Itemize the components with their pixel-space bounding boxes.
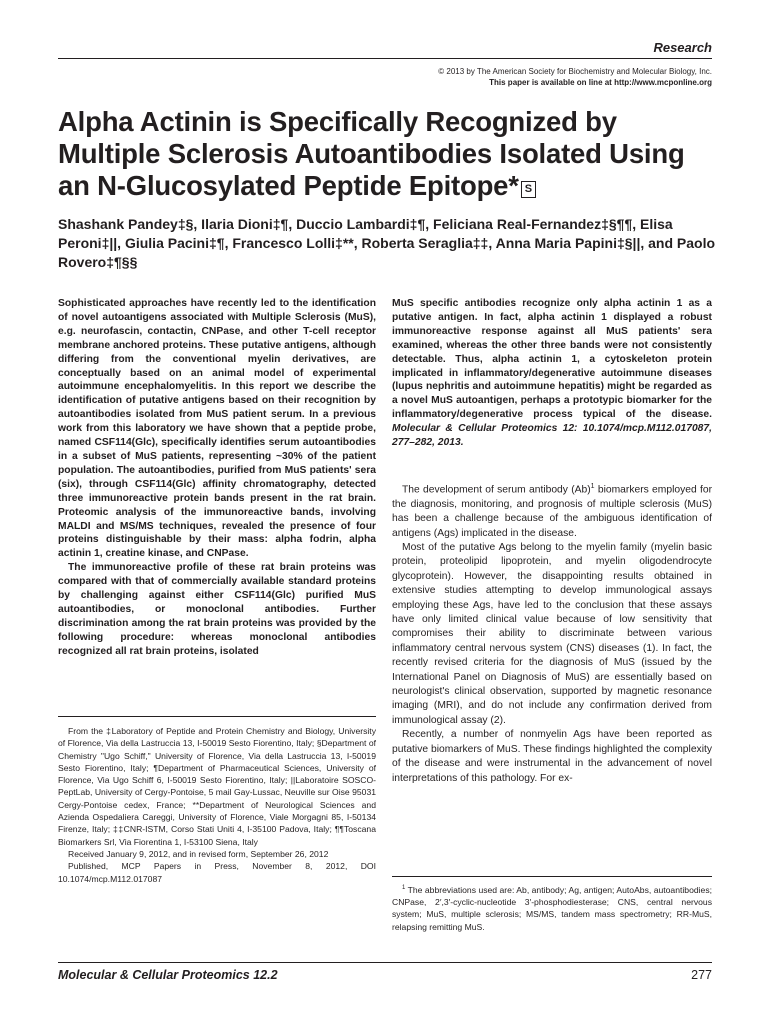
body-paragraph-1 bbox=[392, 480, 712, 541]
body-text: The development of serum antibody (Ab) bbox=[402, 484, 591, 496]
abstract-text: MuS specific antibodies recognize only alpha actinin 1 as a putative antigen. In fact, alpha actinin 1 displayed a robust immunoreactive response against all MuS patients' sera examined, whereas the other three bands were not consistently detectable. Thus, alpha actinin 1, a cytoskeleton protein implicated in inflammatory/degenerative autoimmune diseases (lupus nephritis and autoimmune hepatitis) might be regarded as a novel MuS autoantigen, perhaps a prototypic biomarker for the inflammatory/degenerative process typical of the disease. bbox=[392, 298, 712, 421]
received-date: Received January 9, 2012, and in revised form, September 26, 2012 bbox=[68, 848, 329, 859]
copyright-notice bbox=[438, 66, 712, 88]
author-list: Shashank Pandey‡§, Ilaria Dioni‡¶, Duccio Lambardi‡¶, Feliciana Real-Fernandez‡§¶¶, Elisa Peroni‡||, Giulia Pacini‡¶, Francesco Lolli‡**, Roberta Seraglia‡‡, Anna Maria Papini‡§||, and Paolo Rovero‡¶§§ bbox=[58, 216, 716, 270]
supplemental-data-icon[interactable]: S bbox=[521, 181, 536, 198]
header-rule bbox=[58, 58, 712, 59]
abbreviations-rule bbox=[392, 876, 712, 877]
page-number: 277 bbox=[691, 968, 712, 982]
abstract-paragraph-3 bbox=[392, 297, 712, 450]
abstract-paragraph-2: The immunoreactive profile of these rat brain proteins was compared with that of commercially available standard proteins by challenging against either CSF114(Glc) purified MuS autoantibodies, or monoclonal antibodies. Further discrimination among the rat brain proteins was provided by the following procedure: whereas monoclonal antibodies recognized all rat brain proteins, isolated bbox=[58, 562, 376, 657]
footnote-marker[interactable]: 1 bbox=[590, 482, 595, 490]
footnote-rule bbox=[58, 716, 376, 717]
availability-text: This paper is available on line at http://www.mcponline.org bbox=[489, 78, 712, 87]
abbreviations-marker: 1 bbox=[402, 885, 406, 891]
affiliations-footnote bbox=[58, 725, 376, 885]
abbreviations-text: The abbreviations used are: Ab, antibody; Ag, antigen; AutoAbs, autoantibodies; CNPase, 2′,3′-cyclic-nucleotide 3′-phosphodiesterase; CNS, central nervous system; MuS, multiple sclerosis; MS/MS, tandem mass spectrometry; RR-MuS, relapsing remitting MuS. bbox=[392, 884, 712, 932]
copyright-text: © 2013 by The American Society for Biochemistry and Molecular Biology, Inc. bbox=[438, 67, 712, 76]
article-title bbox=[58, 106, 698, 202]
abbreviations-footnote bbox=[392, 882, 712, 933]
title-text: Alpha Actinin is Specifically Recognized by Multiple Sclerosis Autoantibodies Isolated Using an N-Glucosylated Peptide Epitope* bbox=[58, 106, 685, 201]
published-info: Published, MCP Papers in Press, November 8, 2012, DOI 10.1074/mcp.M112.017087 bbox=[58, 861, 376, 884]
body-paragraph-3: Recently, a number of nonmyelin Ags have been reported as putative biomarkers of MuS. These findings highlighted the complexity of the disease and were instrumental in the advancement of novel interpretations of this pathology. For ex- bbox=[392, 729, 712, 784]
body-text: biomarkers employed for the diagnosis, monitoring, and prognosis of multiple sclerosis (MuS) has been a challenge because of the ambiguous identification of antigens (Ags) implicated in the disease. bbox=[392, 484, 712, 539]
body-paragraph-2: Most of the putative Ags belong to the myelin family (myelin basic protein, proteolipid lipoprotein, and myelin oligodendrocyte glycoprotein). However, the disappointing results obtained in extensive studies attempting to develop immunological assays employing these Ags, have led to the conclusion that these assays have only limited clinical value because of low sensitivity that compromises their ability to discriminate between various inflammatory central nervous system (CNS) diseases (1). In fact, the recently revised criteria for the diagnosis of MuS (issued by the International Panel on Diagnosis of MuS) are essentially based on neurologist's clinical observation, supported by magnetic resonance imaging (MRI), and do not include any confirmation derived from immunological assay (2). bbox=[392, 542, 712, 726]
abstract-left-column bbox=[58, 297, 376, 659]
abstract-citation: Molecular & Cellular Proteomics 12: 10.1074/mcp.M112.017087, 277–282, 2013. bbox=[392, 423, 712, 449]
abstract-paragraph-1: Sophisticated approaches have recently led to the identification of novel autoantigens associated with Multiple Sclerosis (MuS), e.g. neurofascin, contactin, CNPase, and other T-cell receptor membrane anchored proteins. These putative antigens, although differing from the conventional myelin derivatives, are conceptually based on an animal model of experimental autoimmune encephalomyelitis. In this report we describe the identification of putative antigens based on their recognition by autoantibodies isolated from MuS patient serum. In a previous work from this laboratory we have shown that a peptide probe, named CSF114(Glc), specifically identifies serum autoantibodies in a subset of MuS patients, representing ~30% of the patient population. The autoantibodies, purified from MuS patients' sera (six), through CSF114(Glc) affinity chromatography, detected three immunoreactive protein bands present in the rat brain. Proteomic analysis of the immunoreactive bands, involving MALDI and MS/MS techniques, revealed the presence of four proteins distinguishable by their mass: alpha fodrin, alpha actinin 1, creatine kinase, and CNPase. bbox=[58, 298, 376, 560]
section-label: Research bbox=[653, 40, 712, 55]
footer-rule bbox=[58, 962, 712, 963]
right-column bbox=[392, 297, 712, 786]
journal-name: Molecular & Cellular Proteomics 12.2 bbox=[58, 968, 278, 982]
affiliations-text: From the ‡Laboratory of Peptide and Protein Chemistry and Biology, University of Florence, Via della Lastruccia 13, I-50019 Sesto Fiorentino, Italy; §Department of Chemistry "Ugo Schiff," University of Florence, Via della Lastruccia 13, I-50019 Sesto Fiorentino, Italy; ¶Department of Pharmaceutical Sciences, University of Florence, Via Ugo Schiff 6, I-50019 Sesto Fiorentino, Italy; ||Laboratoire SOSCO-PeptLab, University of Cergy-Pontoise, 5 mail Gay-Lussac, Neuville sur Oise 95031 Cergy-Pontoise cedex, France; **Department of Neurological Sciences and Azienda Ospedaliera Careggi, University of Florence, Viale Morgagni 85, I-50134 Firenze, Italy; ‡‡CNR-ISTM, Corso Stati Uniti 4, I-35100 Padova, Italy; ¶¶Toscana Biomarkers Srl, Via Fiorentina 1, I-53100 Siena, Italy bbox=[58, 726, 376, 847]
